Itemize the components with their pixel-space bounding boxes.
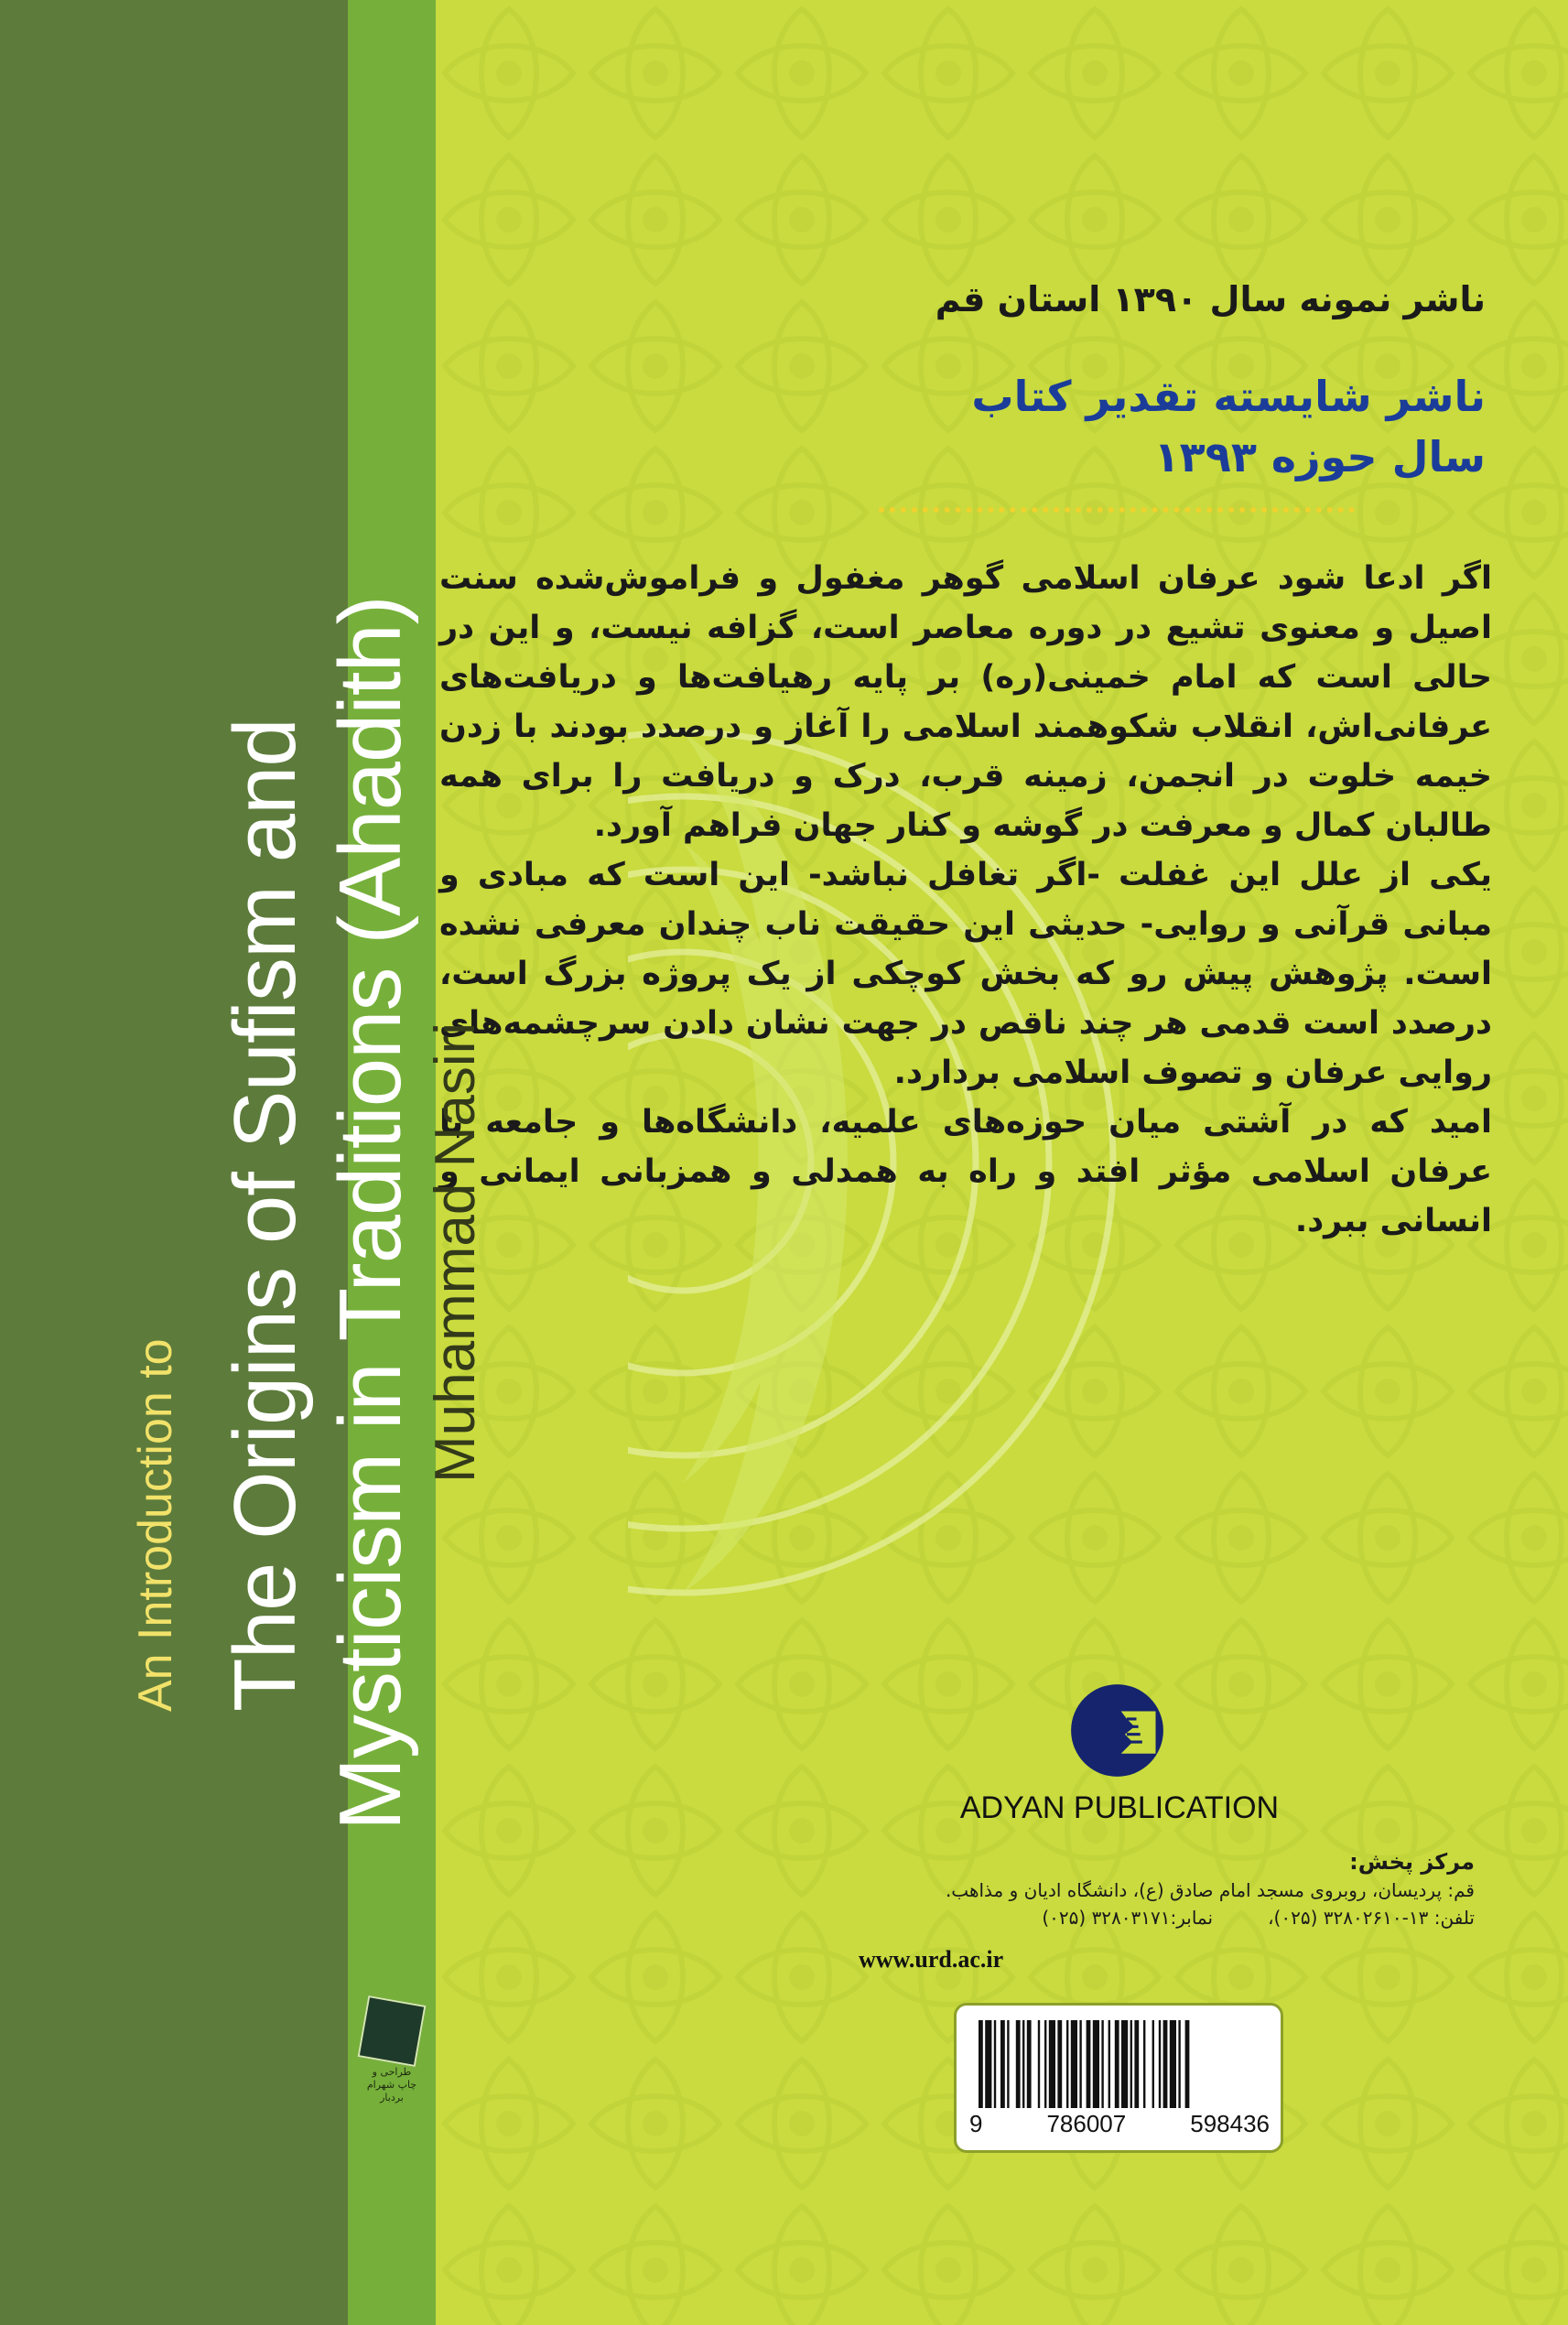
barcode-bar [1049,2020,1055,2108]
barcode-bar [1044,2020,1046,2108]
barcode-bar [1057,2020,1062,2108]
distribution-info [742,1847,1475,1931]
award-commendation [971,366,1486,487]
barcode-bar [1178,2020,1180,2108]
barcode-bar [1130,2020,1132,2108]
spine-author: Muhammad Nasiri [424,1022,487,1483]
publisher-name: ADYAN PUBLICATION [959,1790,1280,1825]
barcode-bar [1093,2020,1099,2108]
distribution-heading: مرکز پخش: [1349,1849,1475,1875]
spine-subtitle: An Introduction to [129,1338,182,1712]
barcode-bar [1170,2020,1176,2108]
barcode-bar [1143,2020,1145,2108]
award-sample-publisher: ناشر نمونه سال ۱۳۹۰ استان قم [935,279,1486,319]
phone-number: تلفن: ۱۳-۳۲۸۰۲۶۱۰ (۰۲۵)، [1268,1907,1475,1929]
isbn-barcode [954,2003,1283,2153]
barcode-bar [1066,2020,1068,2108]
dotted-divider [879,507,1355,513]
barcode-bar [1185,2020,1190,2108]
paragraph-3: امید که در آشتی میان حوزه‌های علمیه، دانشگاه‌ها و جامعه با عرفان اسلامی مؤثر افتد و راه به همدلی و همزبانی ایمانی و انسانی ببرد. [439,1104,1492,1239]
description-text [439,554,1492,1246]
barcode-bar [1027,2020,1032,2108]
isbn-digit-group-1: 9 [969,2110,983,2137]
paragraph-2: یکی از علل این غفلت -اگر تغافل نباشد- این است که مبادی و مبانی قرآنی و روایی- حدیثی این حقیقت ناب چندان معرفی نشده است. پژوهش پیش رو که بخش کوچکی از یک پروژه بزرگ است، درصدد است قدمی هر چند ناقص در جهت نشان دادن سرچشمه‌های روایی عرفان و تصوف اسلامی بردارد. [439,857,1492,1091]
barcode-bar [1000,2020,1005,2108]
distribution-contact [742,1904,1475,1931]
barcode-bar [985,2020,991,2108]
barcode-bar [1007,2020,1009,2108]
publisher-logo-icon [1069,1682,1165,1779]
printer-label: طراحی و چاپ شهرام بردبار [366,2066,417,2103]
isbn-digit-group-2: 786007 [1046,2110,1127,2137]
barcode-bar [979,2020,983,2108]
barcode-bar [1108,2020,1110,2108]
barcode-bar [1022,2020,1024,2108]
barcode-bar [1016,2020,1021,2108]
isbn-digit-group-3: 598436 [1190,2110,1270,2137]
printer-logo-icon [358,1995,427,2067]
printer-logo [359,2000,425,2119]
fax-number: نمابر:۳۲۸۰۳۱۷۱ (۰۲۵) [1042,1907,1214,1929]
barcode-bar [1163,2020,1168,2108]
paragraph-1: اگر ادعا شود عرفان اسلامی گوهر مغفول و فراموش‌شده سنت اصیل و معنوی تشیع در دوره معاصر است، گزافه نیست، و این در حالی است که امام خمینی(ره) بر پایه رهیافت‌ها و دریافت‌های عرفانی‌اش، انقلاب شکوهمند اسلامی را آغاز و درصدد بودند با زدن خیمه خلوت در انجمن، زمینه قرب، درک و دریافت را برای همه طالبان کمال و معرفت در گوشه و کنار جهان فراهم آورد. [439,560,1492,844]
barcode-bar [1087,2020,1091,2108]
barcode-bar [1134,2020,1139,2108]
barcode-bar [1101,2020,1103,2108]
distribution-address: قم: پردیسان، روبروی مسجد امام صادق (ع)، دانشگاه ادیان و مذاهب. [945,1879,1475,1901]
barcode-bar [1079,2020,1081,2108]
barcode-bar [1115,2020,1119,2108]
isbn-digits [969,2110,1270,2138]
award-line-2: ناشر شایسته تقدیر کتاب [971,372,1486,421]
barcode-bar [1159,2020,1161,2108]
barcode-bar [994,2020,996,2108]
barcode-bars [975,2020,1262,2112]
barcode-bar [1038,2020,1040,2108]
award-line-3: سال حوزه ۱۳۹۳ [1153,432,1486,481]
barcode-bar [1121,2020,1128,2108]
website-url: www.urd.ac.ir [859,1946,1004,1973]
barcode-bar [1152,2020,1154,2108]
spine-title-line-2: Mysticism in Traditions (Ahadith) [321,596,419,1831]
spine-title-line-1: The Origins of Sufism and [216,719,314,1712]
barcode-bar [1071,2020,1077,2108]
